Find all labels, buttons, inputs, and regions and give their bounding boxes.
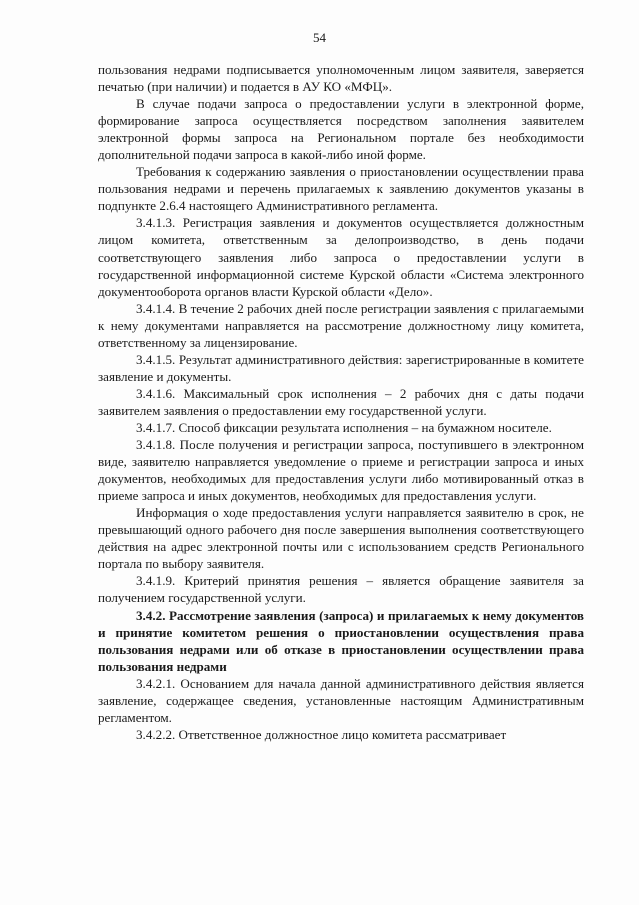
paragraph: 3.4.2.2. Ответственное должностное лицо комитета рассматривает (136, 726, 507, 742)
paragraph: 3.4.1.5. Результат административного действия: зарегистрированные в комитете заявление и документы. (98, 351, 584, 384)
paragraph: 3.4.1.8. После получения и регистрации запроса, поступившего в электронном виде, заявителю направляется уведомление о приеме и регистрации запроса и иных документов, необходимых для предоставления услуги либо мотивированный отказ в приеме запроса и иных документов, необходимых для предоставления услуги. (98, 437, 584, 504)
paragraph: 3.4.1.6. Максимальный срок исполнения – 2 рабочих дня с даты подачи заявителем заявления о предоставлении ему государственной услуги. (98, 385, 584, 418)
paragraph: 3.4.1.7. Способ фиксации результата исполнения – на бумажном носителе. (136, 419, 552, 435)
paragraph: 3.4.1.9. Критерий принятия решения – является обращение заявителя за получением государственной услуги. (98, 573, 584, 606)
section-heading: 3.4.2. Рассмотрение заявления (запроса) и прилагаемых к нему документов и принятие комитетом решения о приостановлении осуществления права пользования недрами или об отказе в приостановлении осуществлении права пользования недрами (98, 607, 584, 674)
paragraph: 3.4.1.4. В течение 2 рабочих дней после регистрации заявления с прилагаемыми к нему документами направляется на рассмотрение должностному лицу комитета, ответственному за лицензирование. (98, 300, 584, 350)
paragraph: Информация о ходе предоставления услуги направляется заявителю в срок, не превышающий одного рабочего дня после завершения выполнения соответствующего действия на адрес электронной почты или с использованием средств Регионального портала по выбору заявителя. (98, 505, 584, 572)
paragraph: Требования к содержанию заявления о приостановлении осуществлении права пользования недрами и перечень прилагаемых к заявлению документов указаны в подпункте 2.6.4 настоящего Административного регламента. (98, 164, 584, 214)
page-number: 54 (313, 30, 326, 45)
paragraph: 3.4.2.1. Основанием для начала данной административного действия является заявление, содержащее сведения, установленные настоящим Административным регламентом. (98, 675, 584, 725)
paragraph: В случае подачи запроса о предоставлении услуги в электронной форме, формирование запроса осуществляется посредством заполнения заявителем электронной формы запроса на Региональном портале без необходимости дополнительной подачи запроса в какой-либо иной форме. (98, 96, 584, 163)
paragraph-continued: пользования недрами подписывается уполномоченным лицом заявителя, заверяется печатью (при наличии) и подается в АУ КО «МФЦ». (98, 62, 584, 95)
document-body (98, 61, 584, 743)
paragraph: 3.4.1.3. Регистрация заявления и документов осуществляется должностным лицом комитета, ответственным за делопроизводство, в день подачи соответствующего заявления либо запроса о предоставлении услуги в государственной информационной системе Курской области «Система электронного документооборота органов власти Курской области «Дело». (98, 215, 584, 299)
